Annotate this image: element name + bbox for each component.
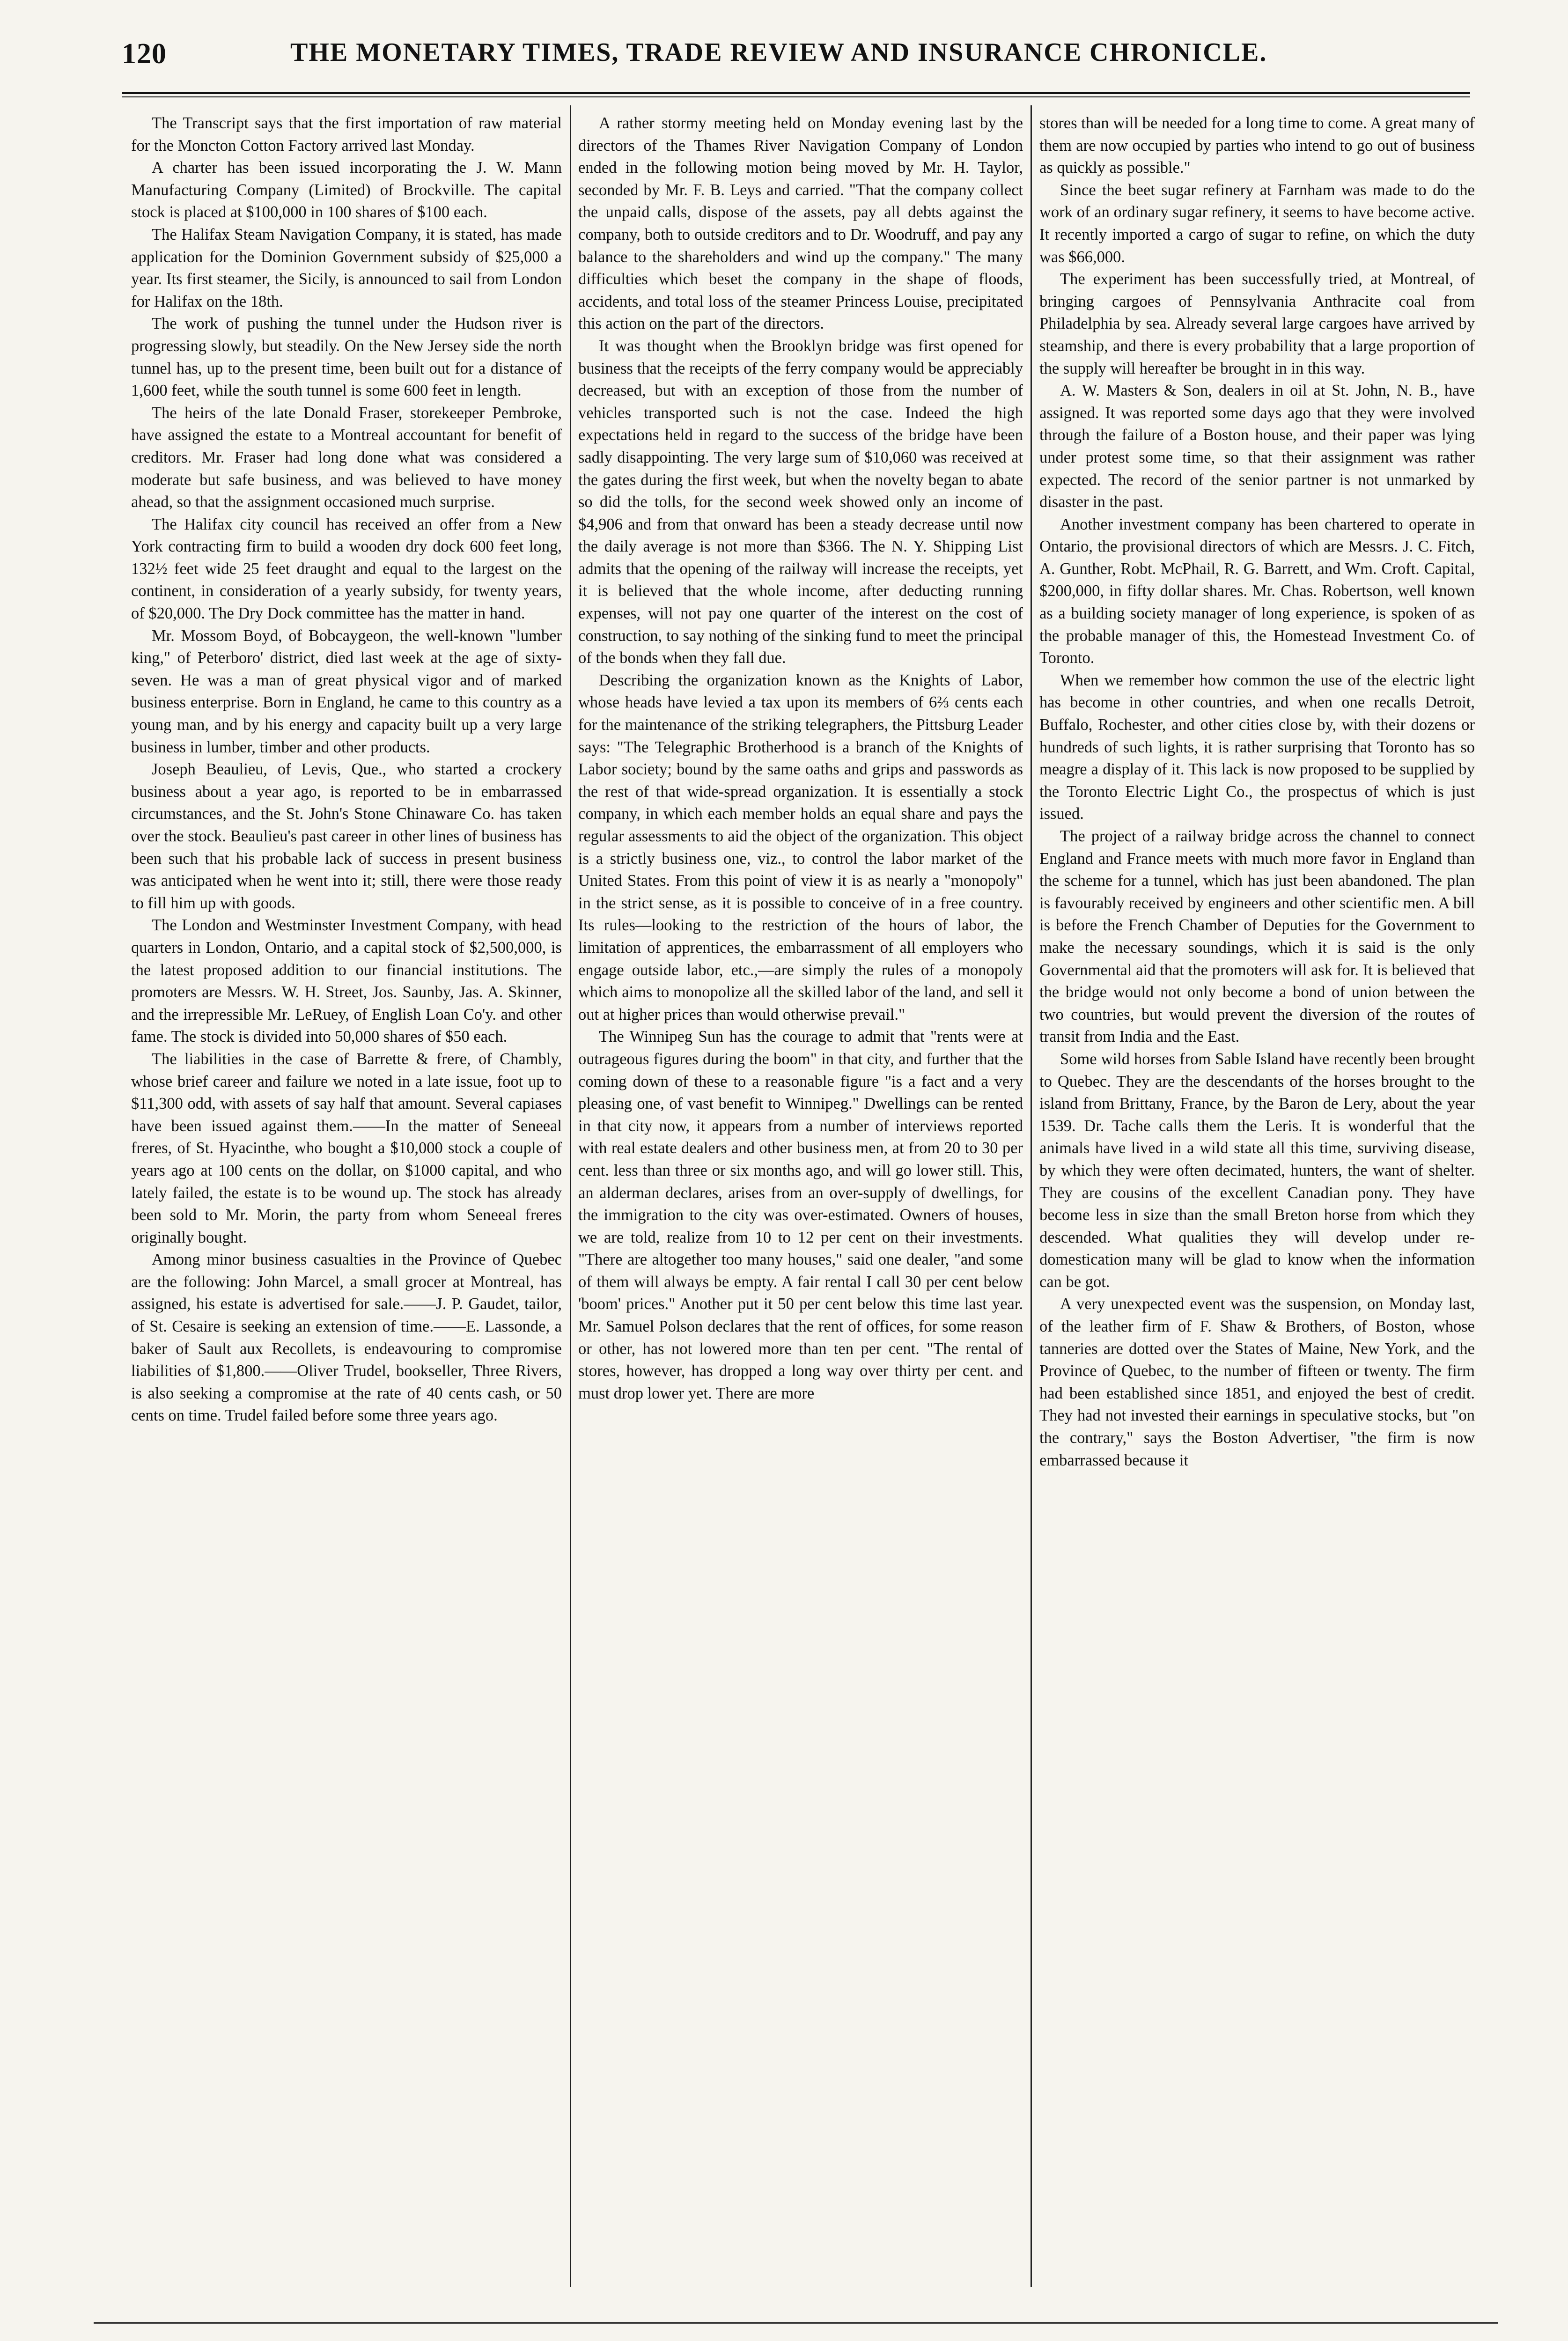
article-paragraph: Mr. Mossom Boyd, of Bobcaygeon, the well-known "lumber king," of Peterboro' district, died last week at the age of sixty-seven. He was a man of great physical vigor and of marked business enterprise. Born in England, he came to this country as a young man, and by his energy and capacity built up a very large business in lumber, timber and other products.: [131, 626, 562, 756]
column-divider: [570, 105, 571, 2287]
article-paragraph: It was thought when the Brooklyn bridge was first opened for business that the receipts of the ferry company would be appreciably decreased, but with an exception of those from the number of vehicles transported such is not the case. Indeed the high expectations held in regard to the success of the bridge have been sadly disappointing. The very large sum of $10,060 was received at the gates during the first week, but when the novelty began to abate so did the tolls, for the second week showed only an income of $4,906 and from that onward has been a steady decrease until now the daily average is not more than $366. The N. Y. Shipping List admits that the opening of the railway will increase the receipts, yet it is believed that the whole income, after deducting running expenses, will not pay one quarter of the interest on the cost of construction, to say nothing of the sinking fund to meet the principal of the bonds when they fall due.: [578, 337, 1023, 667]
article-paragraph: When we remember how common the use of the electric light has become in other countries, and when one recalls Detroit, Buffalo, Rochester, and other cities close by, with their dozens or hundreds of such lights, it is rather surprising that Toronto has so meagre a display of it. This lack is now proposed to be supplied by the Toronto Electric Light Co., the prospectus of which is just issued.: [1039, 671, 1475, 823]
article-paragraph: The project of a railway bridge across the channel to connect England and France meets with much more favor in England than the scheme for a tunnel, which has just been abandoned. The plan is favourably received by engineers and other scientific men. A bill is before the French Chamber of Deputies for the Government to make the necessary soundings, which it is said is the only Governmental aid that the promoters will ask for. It is believed that the bridge would not only become a bond of union between the two countries, but would prevent the diversion of the routes of transit from India and the East.: [1039, 827, 1475, 1046]
article-paragraph: Another investment company has been chartered to operate in Ontario, the provisional directors of which are Messrs. J. C. Fitch, A. Gunther, Robt. McPhail, R. G. Barrett, and Wm. Croft. Capital, $200,000, in fifty dollar shares. Mr. Chas. Robertson, well known as a building society manager of long experience, is spoken of as the probable manager of this, the Homestead Investment Co. of Toronto.: [1039, 515, 1475, 667]
article-paragraph: The Winnipeg Sun has the courage to admit that "rents were at outrageous figures during the boom" in that city, and further that the coming down of these to a reasonable figure "is a fact and a very pleasing one, of vast benefit to Winnipeg." Dwellings can be rented in that city now, it appears from a number of interviews reported with real estate dealers and other business men, at from 20 to 30 per cent. less than three or six months ago, and will go lower still. This, an alderman declares, arises from an over-supply of dwellings, for the immigration to the city was over-estimated. Owners of houses, we are told, realize from 10 to 12 per cent on their investments. "There are altogether too many houses," said one dealer, "and some of them will always be empty. A fair rental I call 30 per cent below 'boom' prices." Another put it 50 per cent below this time last year. Mr. Samuel Polson declares that the rent of offices, for some reason or other, has not lowered more than ten per cent. "The rental of stores, however, has dropped a long way over thirty per cent. and must drop lower yet. There are more: [578, 1028, 1023, 1402]
article-paragraph: The London and Westminster Investment Company, with head quarters in London, Ontario, and a capital stock of $2,500,000, is the latest proposed addition to our financial institutions. The promoters are Messrs. W. H. Street, Jos. Saunby, Jas. A. Skinner, and the irrepressible Mr. LeRuey, of English Loan Co'y. and other fame. The stock is divided into 50,000 shares of $50 each.: [131, 916, 562, 1046]
article-paragraph-continued: stores than will be needed for a long time to come. A great many of them are now occupied by parties who intend to go out of business as quickly as possible.": [1039, 114, 1475, 177]
article-paragraph: Since the beet sugar refinery at Farnham was made to do the work of an ordinary sugar refinery, it seems to have become active. It recently imported a cargo of sugar to refine, on which the duty was $66,000.: [1039, 181, 1475, 266]
article-paragraph: A. W. Masters & Son, dealers in oil at St. John, N. B., have assigned. It was reported some days ago that they were involved through the failure of a Boston house, and their paper was lying under protest some time, so that their assignment was rather expected. The record of the senior partner is not unmarked by disaster in the past.: [1039, 382, 1475, 511]
article-paragraph: Some wild horses from Sable Island have recently been brought to Quebec. They are the descendants of the horses brought to the island from Brittany, France, by the Baron de Lery, about the year 1539. Dr. Tache calls them the Leris. It is wonderful that the animals have lived in a wild state all this time, surviving disease, by which they were often decimated, hunters, the want of shelter. They are cousins of the excellent Canadian pony. They have become less in size than the small Breton horse from which they descended. What qualities they will develop under re-domestication many will be glad to know when the information can be got.: [1039, 1050, 1475, 1291]
footer-rule: [94, 2322, 1498, 2324]
article-paragraph: A very unexpected event was the suspension, on Monday last, of the leather firm of F. Shaw & Brothers, of Boston, whose tanneries are dotted over the States of Maine, New York, and the Province of Quebec, to the number of fifteen or twenty. The firm had been established since 1851, and enjoyed the best of credit. They had not invested their earnings in speculative stocks, but "on the contrary," says the Boston Advertiser, "the firm is now embarrassed because it: [1039, 1295, 1475, 1469]
column-1: [131, 112, 562, 2285]
article-paragraph: Among minor business casualties in the Province of Quebec are the following: John Marcel, a small grocer at Montreal, has assigned, his estate is advertised for sale.——J. P. Gaudet, tailor, of St. Cesaire is seeking an extension of time.——E. Lassonde, a baker of Sault aux Recollets, is endeavouring to compromise liabilities of $1,800.——Oliver Trudel, bookseller, Three Rivers, is also seeking a compromise at the rate of 40 cents cash, or 50 cents on time. Trudel failed before some three years ago.: [131, 1251, 562, 1425]
article-paragraph: The Halifax city council has received an offer from a New York contracting firm to build a wooden dry dock 600 feet long, 132½ feet wide 25 feet draught and equal to the largest on the continent, in consideration of a yearly subsidy, for twenty years, of $20,000. The Dry Dock committee has the matter in hand.: [131, 515, 562, 623]
article-paragraph: The Halifax Steam Navigation Company, it is stated, has made application for the Dominion Government subsidy of $25,000 a year. Its first steamer, the Sicily, is announced to sail from London for Halifax on the 18th.: [131, 225, 562, 310]
header-rule: [122, 92, 1470, 94]
page-header: [112, 33, 1470, 84]
article-paragraph: The Transcript says that the first importation of raw material for the Moncton Cotton Factory arrived last Monday.: [131, 114, 562, 155]
article-paragraph: A charter has been issued incorporating the J. W. Mann Manufacturing Company (Limited) of Brockville. The capital stock is placed at $100,000 in 100 shares of $100 each.: [131, 159, 562, 221]
article-paragraph: The work of pushing the tunnel under the Hudson river is progressing slowly, but steadily. On the New Jersey side the north tunnel has, up to the present time, been built out for a distance of 1,600 feet, while the south tunnel is some 600 feet in length.: [131, 315, 562, 400]
article-paragraph: The liabilities in the case of Barrette & frere, of Chambly, whose brief career and failure we noted in a late issue, foot up to $11,300 odd, with assets of say half that amount. Several capiases have been issued against them.——In the matter of Seneeal freres, of St. Hyacinthe, who bought a $10,000 stock a couple of years ago at 100 cents on the dollar, on $1000 capital, and who lately failed, the estate is to be wound up. The stock has already been sold to Mr. Morin, the party from whom Seneeal freres originally bought.: [131, 1050, 562, 1246]
article-paragraph: Describing the organization known as the Knights of Labor, whose heads have levied a tax upon its members of 6⅔ cents each for the maintenance of the striking telegraphers, the Pittsburg Leader says: "The Telegraphic Brotherhood is a branch of the Knights of Labor society; bound by the same oaths and grips and passwords as the rest of that wide-spread organization. It is essentially a stock company, in which each member holds an equal share and pays the regular assessments to aid the object of the organization. This object is a strictly business one, viz., to control the labor market of the United States. From this point of view it is as nearly a "monopoly" in the strict sense, as it is possible to conceive of in a free country. Its rules—looking to the restriction of the hours of labor, the limitation of apprentices, the embarrassment of all employers who engage outside labor, etc.,—are simply the rules of a monopoly which aims to monopolize all the skilled labor of the land, and sell it out at higher prices than would otherwise prevail.": [578, 671, 1023, 1023]
article-paragraph: Joseph Beaulieu, of Levis, Que., who started a crockery business about a year ago, is reported to be in embarrassed circumstances, and the St. John's Stone Chinaware Co. has taken over the stock. Beaulieu's past career in other lines of business has been such that his probable lack of success in present business was anticipated when he went into it; still, there were those ready to fill him up with goods.: [131, 760, 562, 912]
article-paragraph: The heirs of the late Donald Fraser, storekeeper Pembroke, have assigned the estate to a Montreal accountant for benefit of creditors. Mr. Fraser had long done what was considered a moderate but safe business, and was believed to have money ahead, so that the assignment occasioned much surprise.: [131, 404, 562, 511]
masthead-title: THE MONETARY TIMES, TRADE REVIEW AND INSURANCE CHRONICLE.: [290, 38, 1267, 67]
column-divider: [1031, 105, 1032, 2287]
column-3: [1039, 112, 1475, 2285]
column-2: [578, 112, 1023, 2285]
article-paragraph: A rather stormy meeting held on Monday evening last by the directors of the Thames River Navigation Company of London ended in the following motion being moved by Mr. H. Taylor, seconded by Mr. F. B. Leys and carried. "That the company collect the unpaid calls, dispose of the assets, pay all debts against the company, both to outside creditors and to Dr. Woodruff, and pay any balance to the shareholders and wind up the company." The many difficulties which beset the company in the shape of floods, accidents, and total loss of the steamer Princess Louise, precipitated this action on the part of the directors.: [578, 114, 1023, 333]
article-paragraph: The experiment has been successfully tried, at Montreal, of bringing cargoes of Pennsylvania Anthracite coal from Philadelphia by sea. Already several large cargoes have arrived by steamship, and there is every probability that a large proportion of the supply will hereafter be brought in in this way.: [1039, 270, 1475, 377]
header-rule-thin: [122, 96, 1470, 97]
page-number: 120: [122, 38, 167, 70]
